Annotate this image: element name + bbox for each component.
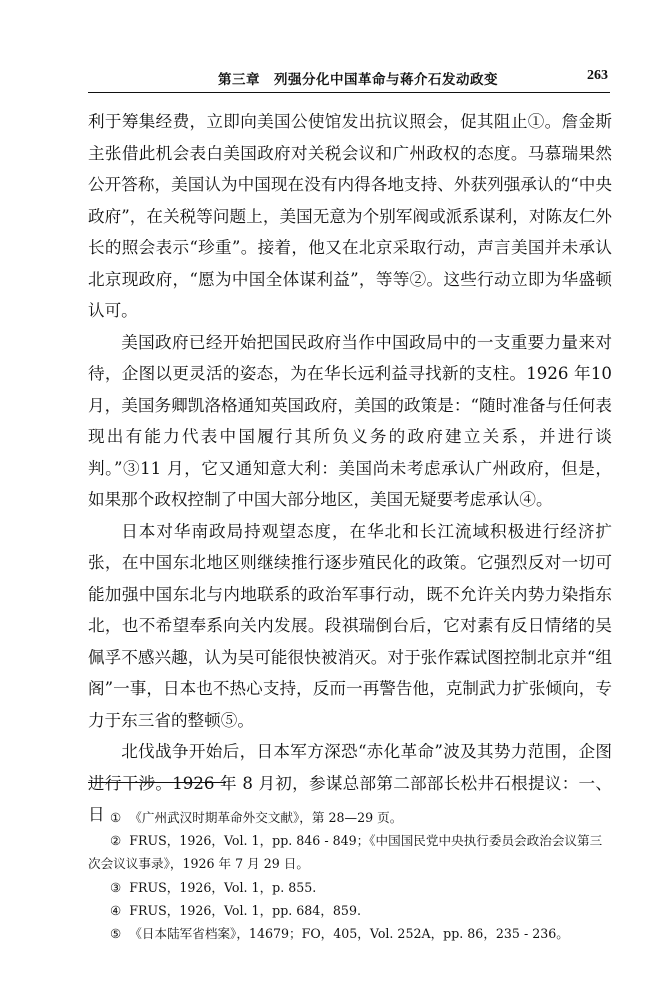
paragraph: 日本对华南政局持观望态度，在华北和长江流域积极进行经济扩张，在中国东北地区则继续推行逐步殖民化的政策。它强烈反对一切可能加强中国东北与内地联系的政治军事行动，既不允许关内势力染指东北，也不希望奉系向关内发展。段祺瑞倒台后，它对素有反日情绪的吴佩孚不感兴趣，认为吴可能很快被消灭。对于张作霖试图控制北京并“组阁”一事，日本也不热心支持，反而一再警告他，克制武力扩张倾向，专力于东三省的整顿⑤。 bbox=[88, 521, 612, 730]
footnote-marker: ① bbox=[110, 810, 122, 825]
page-number: 263 bbox=[587, 68, 608, 83]
chapter-title: 第三章 列强分化中国革命与蒋介石发动政变 bbox=[218, 72, 498, 88]
footnote-text: 《日本陆军省档案》，14679；FO，405，Vol. 252A，pp. 86，235 - 236。 bbox=[129, 926, 569, 942]
footnote bbox=[88, 876, 612, 899]
paragraph: 北伐战争开始后，日本军方深恐“赤化革命”波及其势力范围，企图进行干涉。1926 年 8 月初，参谋总部第二部部长松井石根提议：一、日 bbox=[88, 742, 612, 824]
footnote bbox=[88, 899, 612, 922]
paragraph: 利于筹集经费，立即向美国公使馆发出抗议照会，促其阻止①。詹金斯主张借此机会表白美国政府对关税会议和广州政权的态度。马慕瑞果然公开答称，美国认为中国现在没有内得各地支持、外获列强承认的“中央政府”，在关税等问题上，美国无意为个别军阀或派系谋利，对陈友仁外长的照会表示“珍重”。接着，他又在北京采取行动，声言美国并未承认北京现政府，“愿为中国全体谋利益”，等等②。这些行动立即为华盛顿认可。 bbox=[88, 112, 612, 320]
footnote-text: FRUS，1926，Vol. 1，pp. 846 - 849；《中国国民党中央执行委员会政治会议第三次会议议事录》，1926 年 7 月 29 日。 bbox=[88, 833, 603, 872]
footnote-rule bbox=[88, 782, 226, 783]
footnote-marker: ⑤ bbox=[110, 926, 122, 942]
paragraph: 美国政府已经开始把国民政府当作中国政局中的一支重要力量来对待，企图以更灵活的姿态，为在华长远利益寻找新的支柱。1926 年10 月，美国务卿凯洛格通知英国政府，美国的政策是：“随时准备与任何表现出有能力代表中国履行其所负义务的政府建立关系，并进行谈判。”③11 月，它又通知意大利：美国尚未考虑承认广州政府，但是，如果那个政权控制了中国大部分地区，美国无疑要考虑承认④。 bbox=[88, 332, 612, 509]
footnote-marker: ④ bbox=[110, 902, 122, 918]
footnote-text: 《广州武汉时期革命外交文献》，第 28—29 页。 bbox=[129, 810, 403, 825]
running-header bbox=[88, 68, 608, 90]
footnote-marker: ③ bbox=[110, 879, 122, 895]
footnote bbox=[88, 922, 612, 945]
footnote-text: FRUS，1926，Vol. 1，p. 855. bbox=[129, 879, 317, 895]
body-text bbox=[88, 106, 612, 831]
footnote bbox=[88, 829, 612, 875]
header-rule bbox=[88, 92, 610, 93]
footnote-marker: ② bbox=[110, 833, 122, 849]
footnote bbox=[88, 806, 612, 829]
footnotes bbox=[88, 806, 612, 945]
footnote-text: FRUS，1926，Vol. 1，pp. 684，859. bbox=[129, 902, 361, 918]
